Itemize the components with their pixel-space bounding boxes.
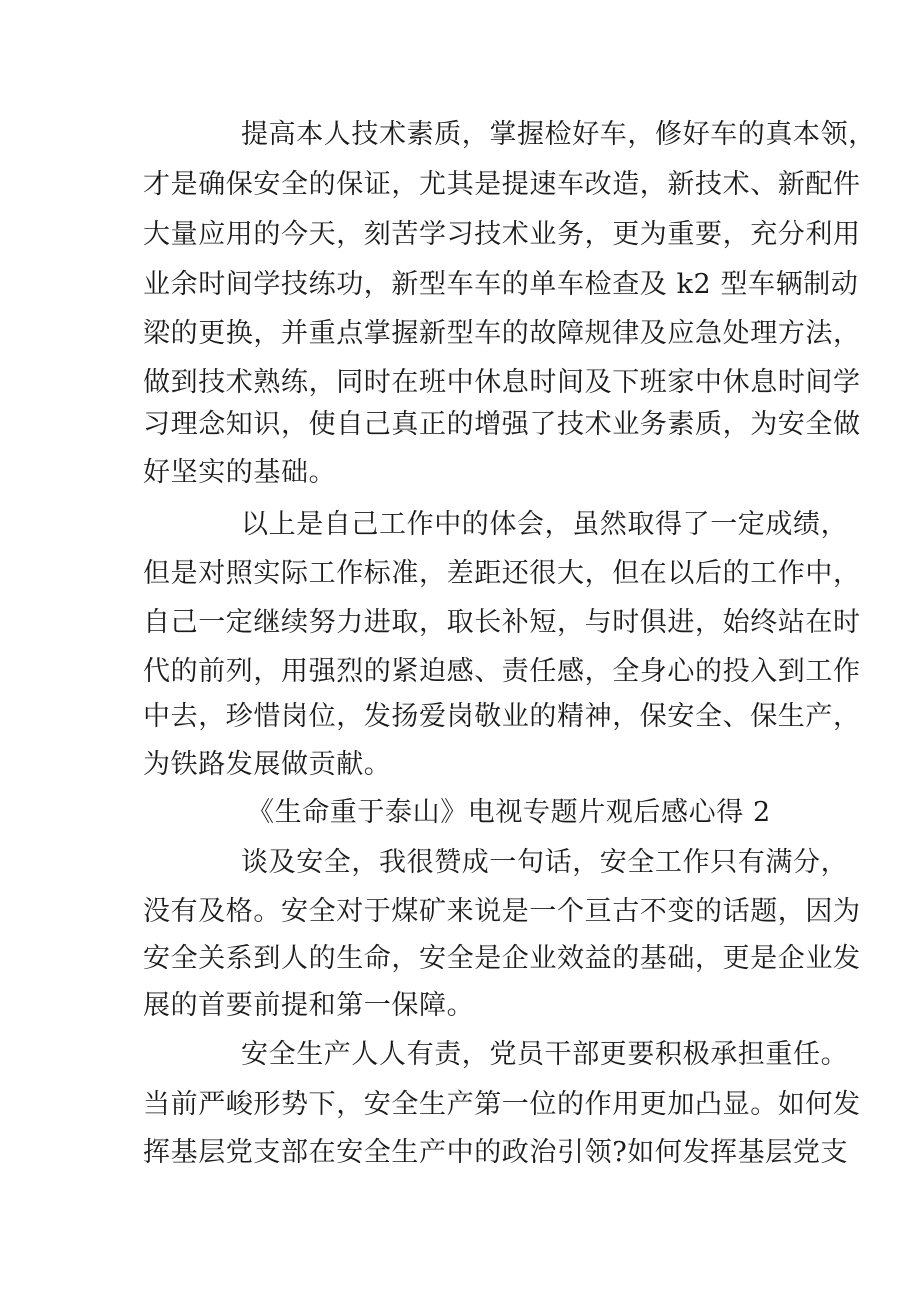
paragraph-1-line-1: 提高本人技术素质，掌握检好车，修好车的真本领， xyxy=(241,119,876,150)
paragraph-2-line-2: 但是对照实际工作标准，差距还很大，但在以后的工作中， xyxy=(143,558,861,589)
paragraph-2-line-6: 为铁路发展做贡献。 xyxy=(143,749,392,780)
paragraph-2-line-1: 以上是自己工作中的体会，虽然取得了一定成绩， xyxy=(241,509,849,540)
paragraph-3-line-4: 展的首要前提和第一保障。 xyxy=(143,990,475,1021)
paragraph-1-line-5: 梁的更换，并重点掌握新型车的故障规律及应急处理方法， xyxy=(143,318,861,349)
paragraph-3-line-1: 谈及安全，我很赞成一句话，安全工作只有满分， xyxy=(241,847,849,878)
paragraph-2-line-3: 自己一定继续努力进取，取长补短，与时俱进，始终站在时 xyxy=(143,607,861,638)
paragraph-2-line-4: 代的前列，用强烈的紧迫感、责任感，全身心的投入到工作 xyxy=(143,656,861,687)
paragraph-2-line-5: 中去，珍惜岗位，发扬爱岗敬业的精神，保安全、保生产， xyxy=(143,701,861,732)
paragraph-1-line-8: 好坚实的基础。 xyxy=(143,457,337,488)
paragraph-4-line-1: 安全生产人人有责，党员干部更要积极承担重任。 xyxy=(241,1039,849,1070)
paragraph-1-line-6: 做到技术熟练，同时在班中休息时间及下班家中休息时间学 xyxy=(143,367,861,398)
paragraph-4-line-2: 当前严峻形势下，安全生产第一位的作用更加凸显。如何发 xyxy=(143,1089,861,1120)
paragraph-1-line-7: 习理念知识，使自己真正的增强了技术业务素质，为安全做 xyxy=(143,409,861,440)
paragraph-1-line-3: 大量应用的今天，刻苦学习技术业务，更为重要，充分利用 xyxy=(143,219,861,250)
paragraph-1-line-2: 才是确保安全的保证，尤其是提速车改造，新技术、新配件 xyxy=(143,169,861,200)
section-title: 《生命重于泰山》电视专题片观后感心得 2 xyxy=(247,797,771,828)
paragraph-3-line-3: 安全关系到人的生命，安全是企业效益的基础，更是企业发 xyxy=(143,943,861,974)
paragraph-4-line-3: 挥基层党支部在安全生产中的政治引领?如何发挥基层党支 xyxy=(143,1137,849,1168)
paragraph-1-line-4: 业余时间学技练功，新型车车的单车检查及 k2 型车辆制动 xyxy=(143,269,859,300)
paragraph-3-line-2: 没有及格。安全对于煤矿来说是一个亘古不变的话题，因为 xyxy=(143,896,861,927)
